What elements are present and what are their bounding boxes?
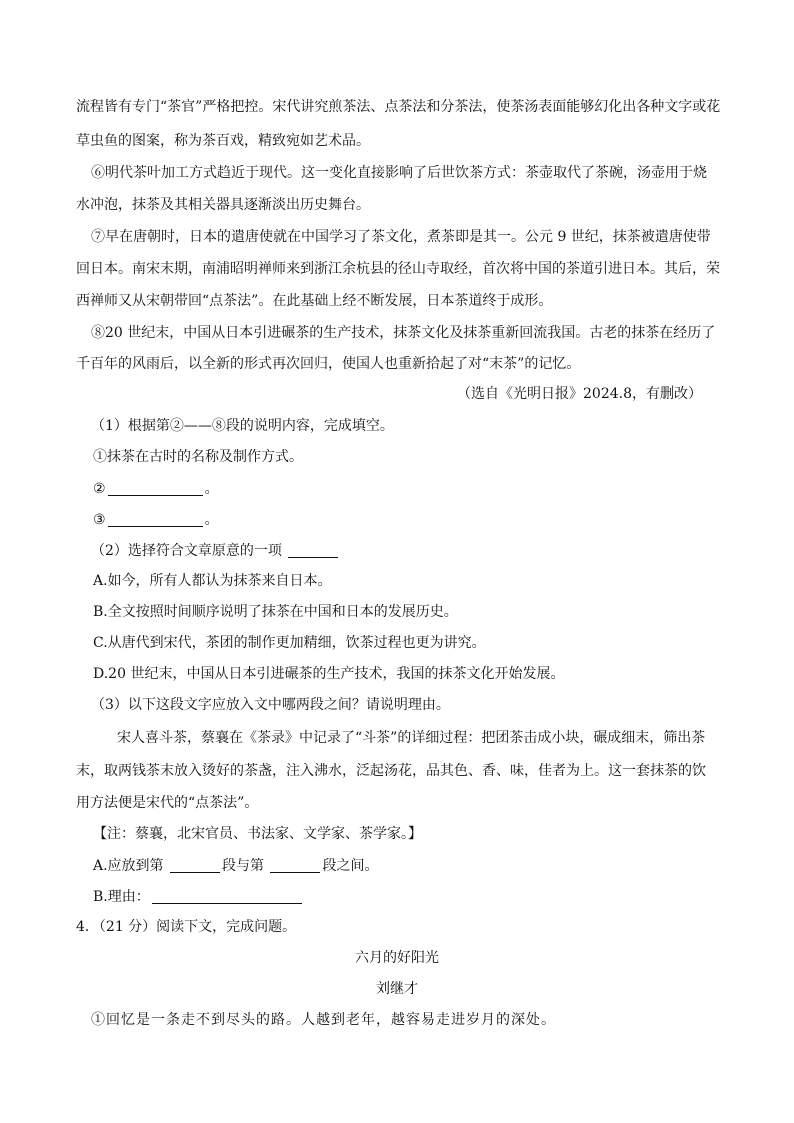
- q3-b-blank[interactable]: [152, 889, 302, 904]
- q1-item3-end: 。: [204, 512, 219, 528]
- q3-a-middle: 段与第: [222, 858, 265, 874]
- q3-a-blank-second[interactable]: [270, 858, 320, 873]
- article-p8-line1: ⑧20 世纪末，中国从日本引进碾茶的生产技术，抹茶文化及抹茶重新回流我国。古老的抹茶在经历了: [91, 325, 716, 341]
- q3-excerpt-line2: 末，取两钱茶末放入烫好的茶盏，注入沸水，泛起汤花，品其色、香、味，佳者为上。这一套抹茶的饮: [76, 763, 706, 779]
- q3-b-prefix: B.理由：: [93, 889, 150, 905]
- q2-prompt: （2）选择符合文章原意的一项: [91, 543, 282, 559]
- q1-item1: ①抹茶在古时的名称及制作方式。: [93, 449, 303, 465]
- q3-answer-a: [93, 858, 378, 873]
- q4-story-title: 六月的好阳光: [355, 950, 439, 966]
- q3-a-blank-first[interactable]: [170, 858, 220, 873]
- article-p7-line3: 西禅师又从宋朝带回“点茶法”。在此基础上经不断发展，日本茶道终于成形。: [76, 293, 553, 309]
- article-p7-line2: 回日本。南宋末期，南浦昭明禅师来到浙江余杭县的径山寺取经，首次将中国的茶道引进日本。其后，荣: [76, 261, 720, 277]
- q1-item3-blank[interactable]: [108, 512, 203, 527]
- q1-item2-blank[interactable]: [108, 481, 203, 496]
- q3-note: 【注：蔡襄，北宋官员、书法家、文学家、茶学家。】: [93, 826, 422, 842]
- q3-answer-b: [93, 889, 304, 904]
- article-source: （选自《光明日报》2024.8，有删改）: [457, 386, 702, 402]
- q3-a-prefix: A.应放到第: [93, 858, 164, 874]
- q1-item2-number: ②: [93, 481, 106, 497]
- q2-option-d: D.20 世纪末，中国从日本引进碾茶的生产技术，我国的抹茶文化开始发展。: [93, 666, 565, 682]
- q2-answer-blank[interactable]: [288, 543, 338, 558]
- article-p5-line1: 流程皆有专门“茶官”严格把控。宋代讲究煎茶法、点茶法和分茶法，使茶汤表面能够幻化出各种文字或花: [76, 99, 721, 115]
- q2-option-a: A.如今，所有人都认为抹茶来自日本。: [93, 573, 332, 589]
- q4-story-p1: ①回忆是一条走不到尽头的路。人越到老年，越容易走进岁月的深处。: [91, 1012, 556, 1028]
- article-p6-line2: 水冲泡，抹茶及其相关器具逐渐淡出历史舞台。: [76, 197, 370, 213]
- q3-a-suffix: 段之间。: [322, 858, 379, 874]
- q1-prompt: （1）根据第②——⑧段的说明内容，完成填空。: [91, 418, 394, 434]
- article-p7-line1: ⑦早在唐朝时，日本的遣唐使就在中国学习了茶文化，煮茶即是其一。公元 9 世纪，抹茶被遣唐使带: [91, 229, 711, 245]
- q2-option-b: B.全文按照时间顺序说明了抹茶在中国和日本的发展历史。: [93, 604, 458, 620]
- q4-story-author: 刘继才: [376, 981, 418, 997]
- q2-option-c: C.从唐代到宋代，茶团的制作更加精细，饮茶过程也更为讲究。: [93, 635, 486, 651]
- article-p5-line2: 草虫鱼的图案，称为茶百戏，精致宛如艺术品。: [76, 133, 370, 149]
- q2-prompt-line: [91, 543, 340, 558]
- article-p8-line2: 千百年的风雨后，以全新的形式再次回归，使国人也重新拾起了对“末茶”的记忆。: [76, 356, 581, 372]
- q3-prompt: （3）以下这段文字应放入文中哪两段之间？请说明理由。: [91, 697, 450, 713]
- q4-header: 4．（21 分）阅读下文，完成问题。: [76, 919, 297, 935]
- q1-item2-end: 。: [204, 481, 219, 497]
- article-p6-line1: ⑥明代茶叶加工方式趋近于现代。这一变化直接影响了后世饮茶方式：茶壶取代了茶碗，汤壶用于烧: [91, 165, 707, 181]
- q1-item2: [93, 481, 219, 496]
- q3-excerpt-line1: 宋人喜斗茶，蔡襄在《茶录》中记录了“斗茶”的详细过程：把团茶击成小块，碾成细末，筛出茶: [117, 730, 706, 746]
- q1-item3-number: ③: [93, 512, 106, 528]
- q3-excerpt-line3: 用方法便是宋代的“点茶法”。: [76, 795, 259, 811]
- q1-item3: [93, 512, 219, 527]
